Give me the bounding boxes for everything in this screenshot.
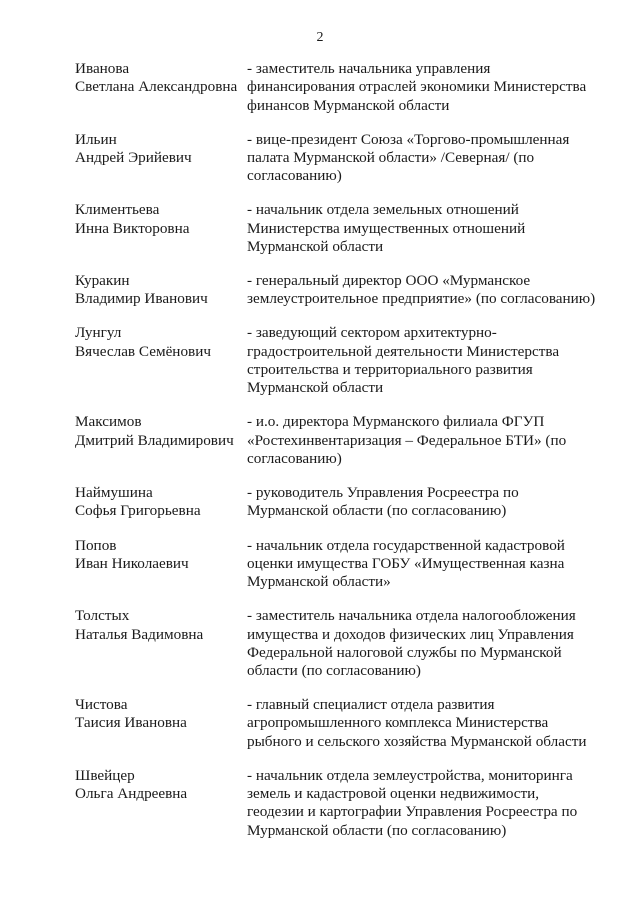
member-name: Ильин Андрей Эрийевич — [75, 130, 192, 166]
member-entry — [75, 484, 620, 521]
member-role: - вице-президент Союза «Торгово-промышленная палата Мурманской области» /Северная/ (по согласованию) — [247, 130, 570, 185]
member-role: - руководитель Управления Росреестра по Мурманской области (по согласованию) — [247, 484, 519, 520]
member-entry — [75, 767, 620, 840]
member-role: - и.о. директора Мурманского филиала ФГУП «Ростехинвентаризация – Федеральное БТИ» (по согласованию) — [247, 413, 567, 468]
member-entry — [75, 413, 620, 468]
member-name: Иванова Светлана Александровна — [75, 60, 238, 96]
page-number: 2 — [316, 30, 324, 45]
member-name: Наймушина Софья Григорьевна — [75, 484, 201, 520]
member-role: - главный специалист отдела развития агропромышленного комплекса Министерства рыбного и сельского хозяйства Мурманской области — [247, 696, 587, 750]
member-name: Швейцер Ольга Андреевна — [75, 766, 188, 803]
member-name: Чистова Таисия Ивановна — [75, 696, 187, 732]
member-entry — [75, 537, 620, 592]
member-role: - начальник отдела земельных отношений Министерства имущественных отношений Мурманской области — [247, 201, 526, 255]
member-name: Максимов Дмитрий Владимирович — [75, 413, 234, 449]
member-role: - заместитель начальника отдела налогообложения имущества и доходов физических лиц Управления Федеральной налоговой службы по Мурманской области (по согласованию) — [247, 607, 576, 680]
member-name: Толстых Наталья Вадимовна — [75, 607, 204, 643]
member-role: - заместитель начальника управления финансирования отраслей экономики Министерства финансов Мурманской области — [247, 60, 587, 114]
member-name: Попов Иван Николаевич — [75, 536, 189, 572]
member-name: Лунгул Вячеслав Семёнович — [75, 324, 211, 360]
member-entry — [75, 131, 620, 186]
member-name: Климентьева Инна Викторовна — [75, 201, 190, 237]
member-list — [75, 60, 620, 840]
member-role: - начальник отдела государственной кадастровой оценки имущества ГОБУ «Имущественная казна Мурманской области» — [247, 536, 565, 591]
member-entry — [75, 696, 620, 751]
member-entry — [75, 60, 620, 115]
member-entry — [75, 607, 620, 680]
member-entry — [75, 201, 620, 256]
member-role: - начальник отдела землеустройства, мониторинга земель и кадастровой оценки недвижимости, геодезии и картографии Управления Росреестра по Мурманской области (по согласованию) — [247, 766, 578, 839]
member-role: - заведующий сектором архитектурно- градостроительной деятельности Министерства строительства и территориального развития Мурманской области — [247, 324, 560, 397]
member-name: Куракин Владимир Иванович — [75, 272, 208, 308]
member-role: - генеральный директор ООО «Мурманское землеустроительное предприятие» (по согласованию) — [247, 272, 596, 308]
member-entry — [75, 272, 620, 309]
member-entry — [75, 324, 620, 397]
